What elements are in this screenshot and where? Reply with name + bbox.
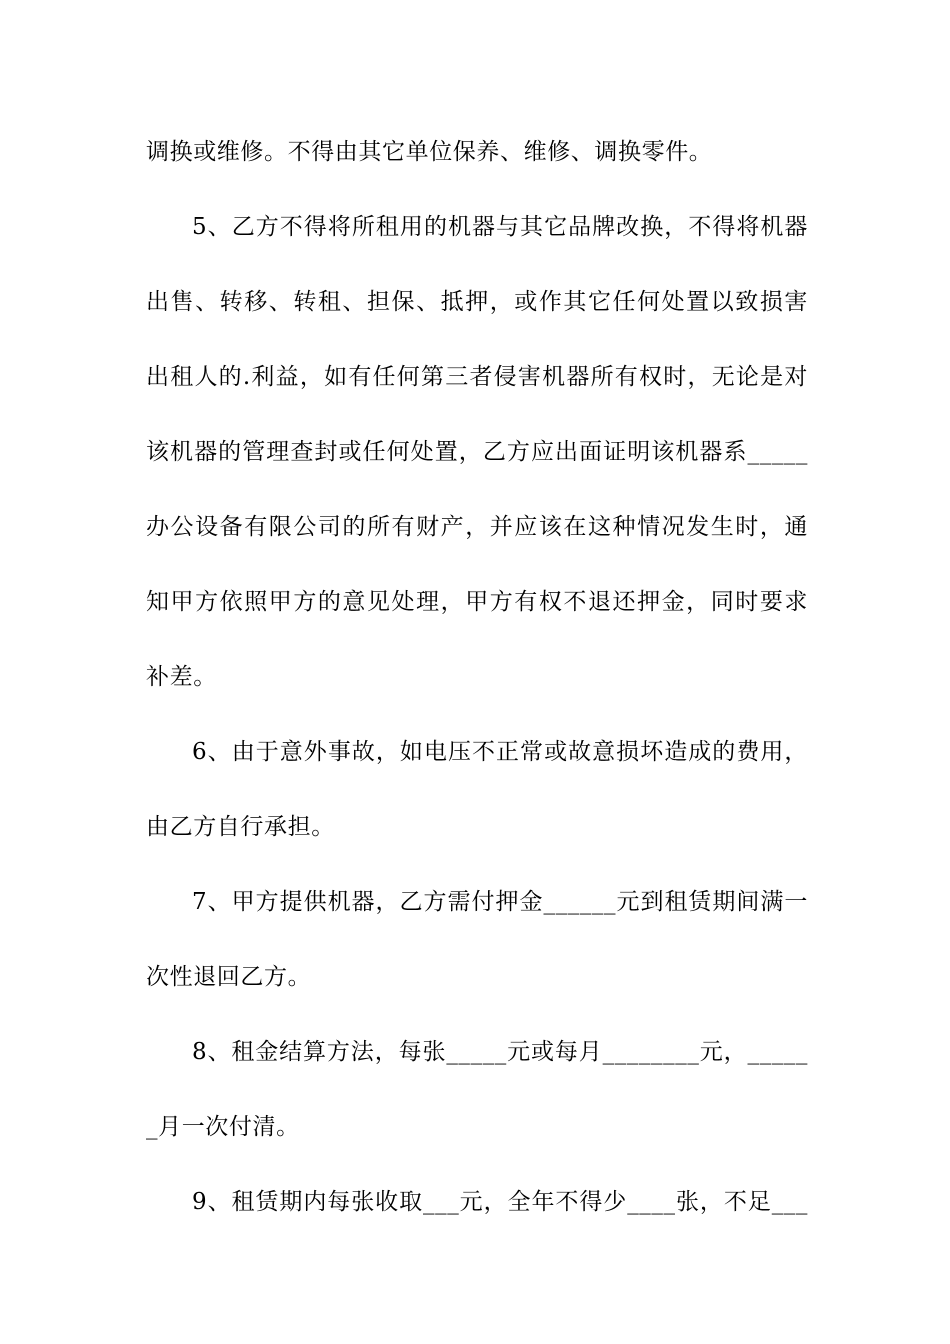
- clause-7-line-1: 7、甲方提供机器，乙方需付押金______元到租赁期间满一: [192, 889, 808, 915]
- clause-9-line-1: 9、租赁期内每张收取___元，全年不得少____张，不足___: [192, 1189, 808, 1215]
- clause-6-line-1: 6、由于意外事故，如电压不正常或故意损坏造成的费用，: [192, 739, 808, 765]
- text-line: 出售、转移、转租、担保、抵押，或作其它任何处置以致损害: [146, 289, 808, 315]
- text-line: 由乙方自行承担。: [146, 814, 335, 840]
- text-line: 补差。: [146, 664, 217, 690]
- text-line: 知甲方依照甲方的意见处理，甲方有权不退还押金，同时要求: [146, 589, 808, 615]
- clause-8-line-1: 8、租金结算方法，每张_____元或每月________元，_____: [192, 1039, 808, 1065]
- text-line: 调换或维修。不得由其它单位保养、维修、调换零件。: [146, 139, 713, 165]
- clause-5-line-1: 5、乙方不得将所租用的机器与其它品牌改换，不得将机器: [192, 214, 808, 240]
- text-line: 次性退回乙方。: [146, 964, 312, 990]
- text-line: 该机器的管理查封或任何处置，乙方应出面证明该机器系_____: [146, 439, 808, 465]
- text-line: 办公设备有限公司的所有财产，并应该在这种情况发生时，通: [146, 514, 808, 540]
- text-line: _月一次付清。: [146, 1114, 300, 1140]
- text-line: 出租人的.利益，如有任何第三者侵害机器所有权时，无论是对: [146, 364, 808, 390]
